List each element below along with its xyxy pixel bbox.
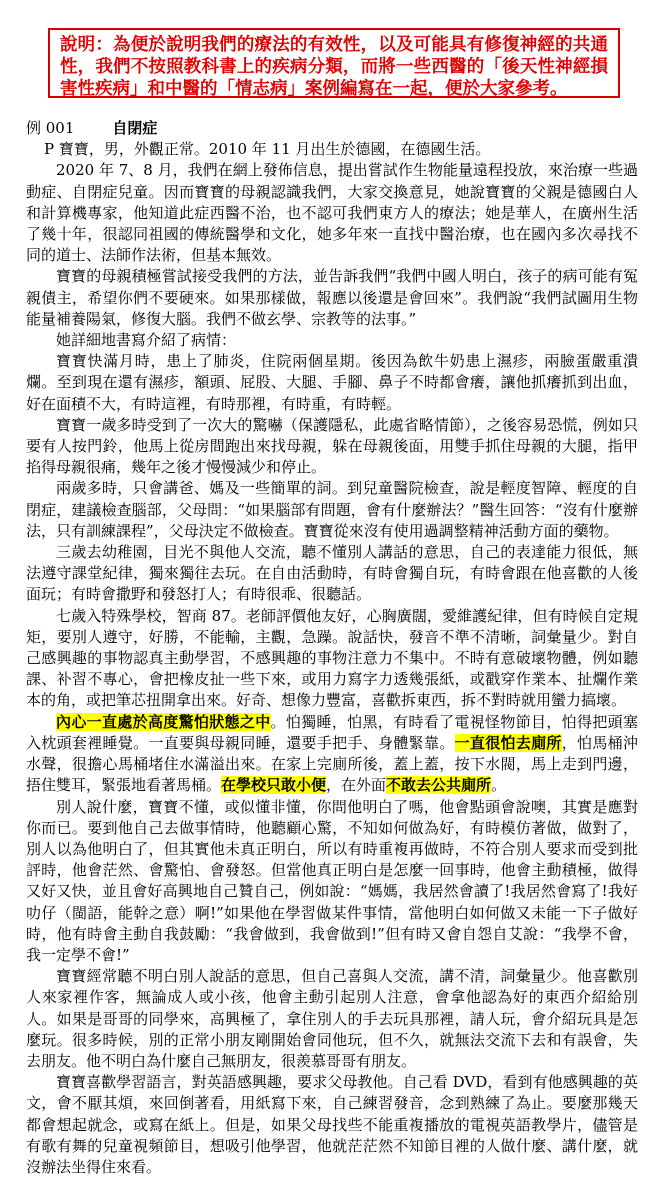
highlight-toilet-fear: 一直很怕去廁所 <box>454 733 562 752</box>
highlight-public-toilet: 不敢去公共廁所 <box>386 776 492 795</box>
paragraph: 寶寶的母親積極嘗試接受我們的方法，並告訴我們“我們中國人明白，孩子的病可能有冤親債主，希望你們不要硬來。如果那樣做，報應以後還是會回來”。我們說“我們試圖用生物能量補養陽氣，修復大腦。我們不做玄學、宗教等的法事。” <box>26 267 638 328</box>
paragraph: 寶寶喜歡學習語言，對英語感興趣，要求父母教他。自己看 DVD，看到有他感興趣的英文，會不厭其煩，來回倒著看，用紙寫下來，自己練習發音，念到熟練了為止。要麼那幾天都會想起就念，或寫在紙上。但是，如果父母找些不能重複播放的電視英語教學片，儘管是有歌有舞的兒童視頻節目，想吸引他學習，他就茫茫然不知節目裡的人做什麼、講什麼，就沒辦法坐得住來看。 <box>26 1073 638 1176</box>
text-segment: 。怕獨睡，怕黑，有時看了電視怪物節目，怕得把頭塞入枕頭套裡睡覺。一直要與母親同睡，還要手把手、身體緊靠。 <box>26 712 638 752</box>
case-title: 自閉症 <box>112 119 158 137</box>
case-number: 例 001 <box>26 119 75 137</box>
paragraph: 七歲入特殊學校，智商 87。老師評價他友好，心胸廣闊，愛維護紀律，但有時候自定規矩，要別人遵守，好勝，不能輸，主觀，急躁。說話快，發音不準不清晰，詞彙量少。對自己感興趣的事物認真主動學習，不感興趣的事物注意力不集中。不時有意破壞物體，例如聽課、补習不專心，會把橡皮扯一些下來，或用力寫字力透幾張紙，或戳穿作業本、扯爛作業本的角，或把筆芯扭開拿出來。好奇、想像力豐富，喜歡拆東西，拆不對時就用蠻力搞壞。 <box>26 606 638 710</box>
notice-text: 說明：為便於說明我們的療法的有效性，以及可能具有修復神經的共通性，我們不按照教科書上的疾病分類，而將一些西醫的「後天性神經損害性疾病」和中醫的「情志病」案例編寫在一起，便於大家參考。 <box>60 35 608 99</box>
paragraph: 她詳細地書寫介紹了病情： <box>56 331 237 350</box>
paragraph: 兩歲多時，只會講爸、媽及一些簡單的詞。到兒童醫院檢查，說是輕度智障、輕度的自閉症，建議檢查腦部，父母問：“如果腦部有問題，會有什麼辦法？”醫生回答：“沒有什麼辦法，只有訓練課程”，父母決定不做檢查。寶寶從來沒有使用過調整精神活動方面的藥物。 <box>26 479 638 540</box>
text-segment: 。 <box>491 776 507 795</box>
paragraph: 寶寶經常聽不明白別人說話的意思，但自己喜與人交流，講不清，詞彙量少。他喜歡別人來家裡作客，無論成人或小孩，他會主動引起別人注意，會拿他認為好的東西介紹給別人。如果是哥哥的同學來，高興極了，拿住別人的手去玩具那裡，請人玩，會介紹玩具是怎麼玩。很多時候，別的正常小朋友剛開始會同他玩，但不久，就無法交流下去和有誤會，失去朋友。他不明白為什麼自己無朋友，很羨慕哥哥有朋友。 <box>26 967 638 1070</box>
paragraph: 別人說什麼，寶寶不懂，或似懂非懂，你問他明白了嗎，他會點頭會說噢，其實是應對你而已。要到他自己去做事情時，他聽顧心驚，不知如何做為好，有時模仿著做，做對了，別人以為他明白了，但其實他未真正明白，所以有時重複再做時，不符合別人要求而受到批評時，他會茫然、會驚怕、會發怒。但當他真正明白是怎麼一回事時，他會主動積極，做得又好又快，並且會好高興地自己贊自己，例如說：“媽媽，我居然會讀了!我居然會寫了!我好叻仔（閩語，能幹之意）啊!”如果他在學習做某件事情，當他明白如何做又未能一下子做好時，他有時會主動自我鼓勵：“我會做到，我會做到!”但有時又會自怨自艾說：“我學不會，我一定學不會!” <box>26 797 638 964</box>
text-segment: ，怕馬桶沖水聲，很擔心馬桶堵住水滿溢出來。在家上完廁所後，蓋上蓋，按下水閥，馬上走到門邊，捂住雙耳，緊張地看著馬桶。 <box>26 733 638 795</box>
highlighted-paragraph <box>26 712 638 797</box>
text-segment: ，在外面 <box>326 776 387 795</box>
case-document <box>26 118 638 1178</box>
paragraph: 三歲去幼稚園，目光不與他人交流，聽不懂別人講話的意思，自己的表達能力很低，無法遵守課堂紀律，獨來獨往去玩。在自由活動時，有時會獨自玩，有時會跟在他喜歡的人後面玩；有時會撒野和發怒打人；有時很乖、很聽話。 <box>26 543 638 604</box>
highlight-school-urinate: 在學校只敢小便 <box>221 776 327 795</box>
case-heading <box>26 118 638 139</box>
paragraph: 2020 年 7、8 月，我們在網上發佈信息，提出嘗試作生物能量遠程投放，來治療一些過動症、自閉症兒童。因而寶寶的母親認識我們，大家交換意見，她說寶寶的父親是德國白人和計算機專家，他知道此症西醫不治，也不認可我們東方人的療法；她是華人，在廣州生活了幾十年，很認同祖國的傳統醫學和文化，她多年來一直找中醫治療，也在國內多次尋找不同的道士、法師作法術，但基本無效。 <box>26 161 638 265</box>
notice-box <box>48 28 620 98</box>
paragraph: 寶寶一歲多時受到了一次大的驚嚇（保護隱私，此處省略情節），之後容易恐慌，例如只要有人按門鈴，他馬上從房間跑出來找母親，躲在母親後面，用雙手抓住母親的大腿，指甲掐得母親很痛，幾年之後才慢慢減少和停止。 <box>26 415 638 477</box>
paragraph: 寶寶快滿月時，患上了肺炎，住院兩個星期。後因為飲牛奶患上濕疹，兩臉蛋嚴重潰爛。至到現在還有濕疹，額頭、屁股、大腿、手腳、鼻子不時都會癢，讓他抓癢抓到出血，好在面積不大，有時這裡，有時那裡，有時重，有時輕。 <box>26 352 638 413</box>
highlight-fear-state: 內心一直處於高度驚怕狀態之中 <box>56 712 271 731</box>
case-intro: P 寶寶，男，外觀正常。2010 年 11 月出生於德國，在德國生活。 <box>44 140 491 159</box>
